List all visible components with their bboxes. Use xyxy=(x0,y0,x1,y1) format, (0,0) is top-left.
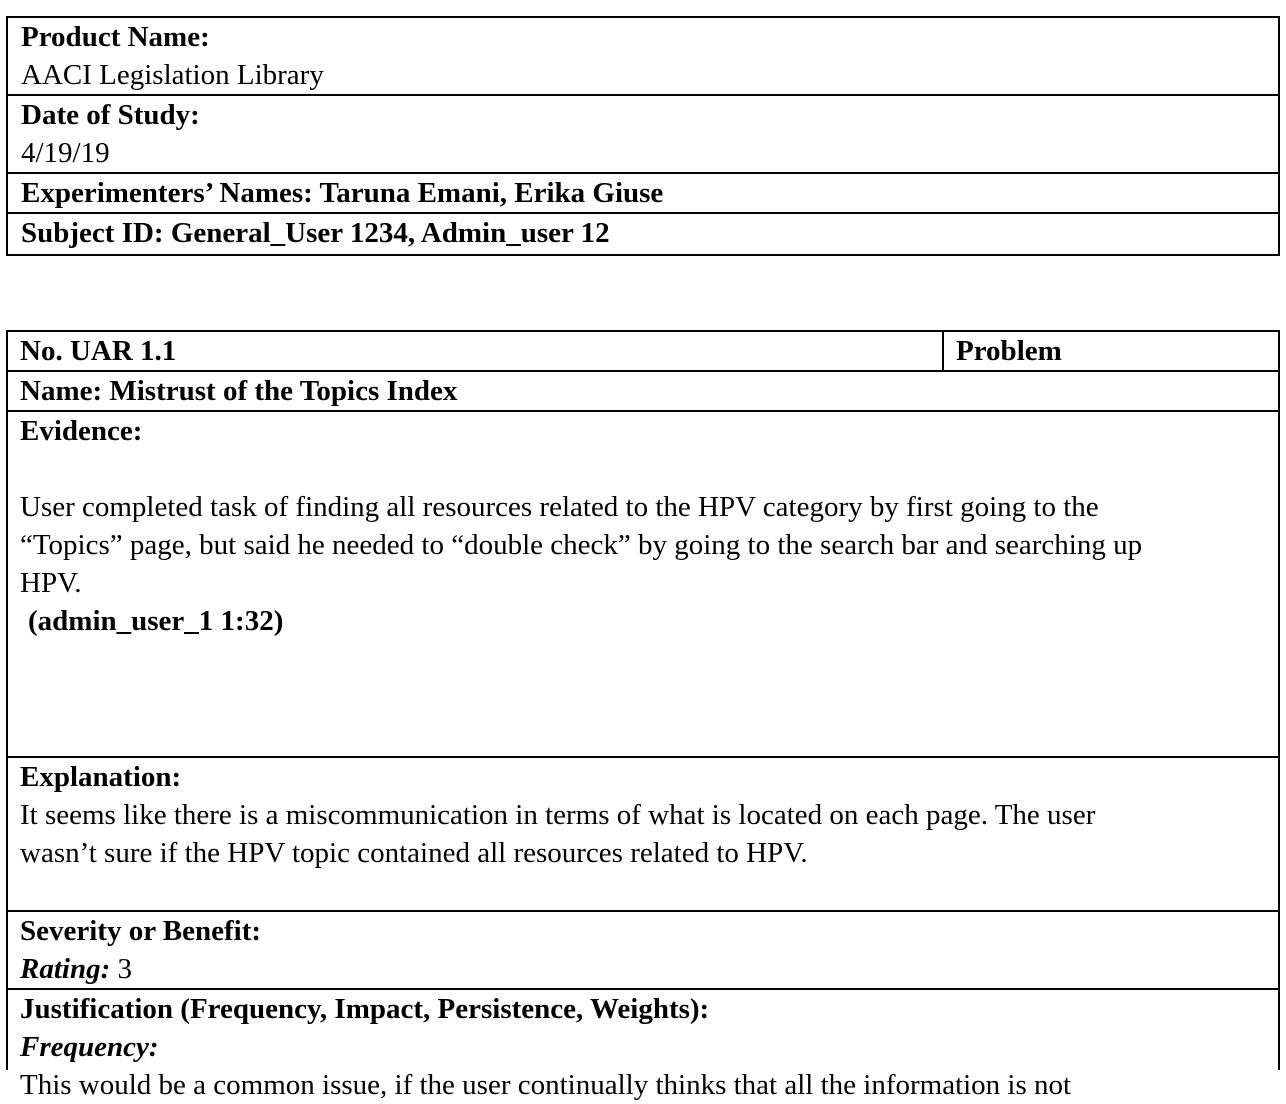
date-of-study-row xyxy=(8,96,1278,174)
evidence-text-line: HPV. xyxy=(20,567,82,599)
evidence-text-line: User completed task of finding all resources related to the HPV category by first going to the xyxy=(20,491,1099,523)
explanation-label: Explanation: xyxy=(20,761,182,793)
product-name-row xyxy=(8,18,1278,96)
subject-id-row xyxy=(8,214,1278,254)
uar-type: Problem xyxy=(956,335,1062,367)
frequency-text-line: This would be a common issue, if the user continually thinks that all the information is not xyxy=(20,1069,1072,1101)
product-name-value: AACI Legislation Library xyxy=(21,59,324,91)
justification-section xyxy=(8,990,1278,1104)
date-of-study-value: 4/19/19 xyxy=(21,137,110,169)
rating-value: 3 xyxy=(117,953,132,985)
experimenters-row xyxy=(8,174,1278,214)
uar-name: Name: Mistrust of the Topics Index xyxy=(20,375,458,407)
uar-header-row xyxy=(8,332,1278,372)
evidence-text-line: “Topics” page, but said he needed to “double check” by going to the search bar and searching up xyxy=(20,529,1143,561)
uar-number: No. UAR 1.1 xyxy=(8,332,944,370)
subject-id: Subject ID: General_User 1234, Admin_user 12 xyxy=(21,217,610,249)
severity-label: Severity or Benefit: xyxy=(20,915,262,947)
explanation-text-line: wasn’t sure if the HPV topic contained all resources related to HPV. xyxy=(20,837,808,869)
evidence-citation: (admin_user_1 1:32) xyxy=(28,605,284,637)
study-info-table xyxy=(6,16,1280,256)
rating-label: Rating: xyxy=(20,953,111,985)
uar-table xyxy=(6,330,1280,1101)
product-name-label: Product Name: xyxy=(21,21,210,53)
date-of-study-label: Date of Study: xyxy=(21,99,200,131)
justification-label: Justification (Frequency, Impact, Persistence, Weights): xyxy=(20,993,710,1025)
evidence-label: Evidence: xyxy=(20,415,143,447)
explanation-text-line: It seems like there is a miscommunication in terms of what is located on each page. The user xyxy=(20,799,1096,831)
explanation-section xyxy=(8,758,1278,912)
frequency-label: Frequency: xyxy=(20,1031,159,1063)
evidence-section xyxy=(8,412,1278,758)
severity-section xyxy=(8,912,1278,990)
experimenters-names: Experimenters’ Names: Taruna Emani, Erika Giuse xyxy=(21,177,664,209)
rating-line xyxy=(20,950,1266,988)
uar-name-row xyxy=(8,372,1278,412)
